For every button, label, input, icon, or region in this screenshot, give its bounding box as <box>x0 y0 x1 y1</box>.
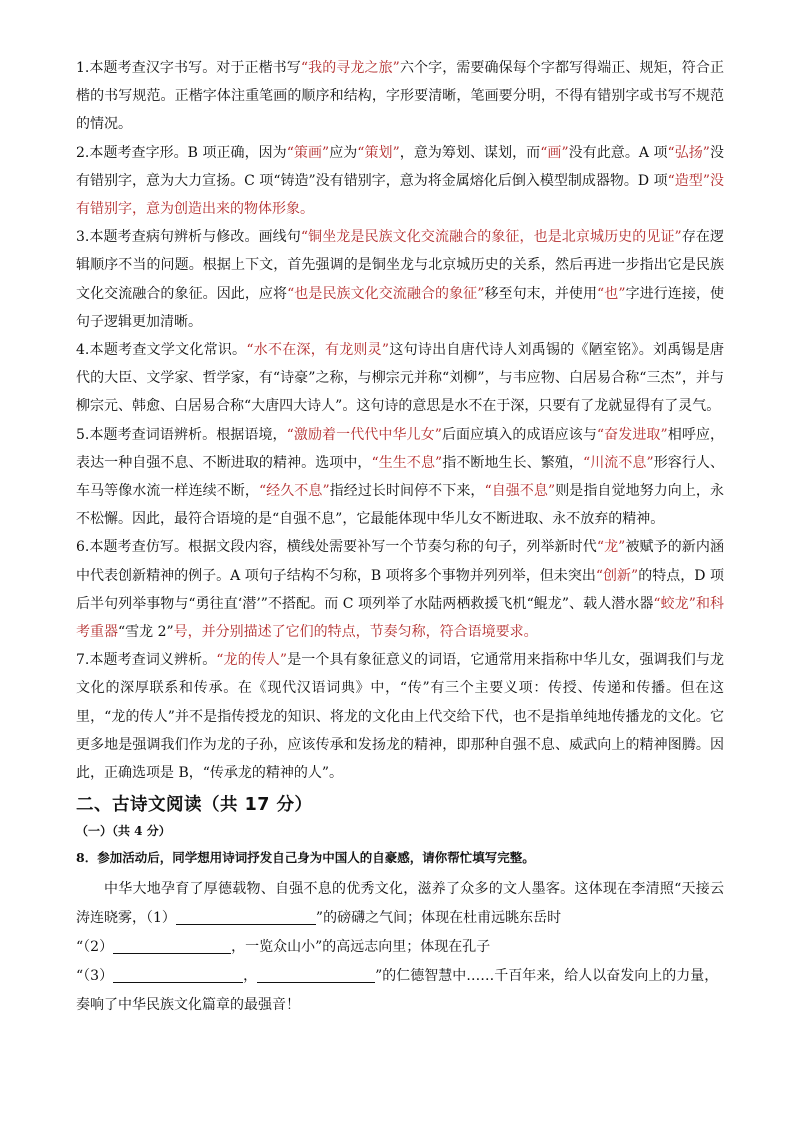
highlighted-text: “川流不息” <box>582 454 654 471</box>
answer-text: 字进行连接，使句子逻辑更加清晰。 <box>76 285 724 330</box>
question-8-text: ，一览众山小”的高远志向里；体现在孔子 <box>231 939 491 956</box>
highlighted-text: “策划” <box>357 144 400 161</box>
highlighted-text: “水不在深，有龙则灵” <box>246 342 390 359</box>
answer-text: 指经过长时间停不下来， <box>329 483 485 500</box>
answer-item-4 <box>76 336 724 421</box>
highlighted-text: “生生不息” <box>371 454 443 471</box>
answer-item-6 <box>76 533 724 646</box>
answer-item-2 <box>76 139 724 224</box>
answer-text: 3.本题考查病句辨析与修改。画线句 <box>76 229 301 246</box>
answer-text: ，意为筹划、谋划，而 <box>399 144 541 161</box>
question-8-text: “（2） <box>76 939 114 956</box>
highlighted-text: “龙” <box>596 539 626 556</box>
highlighted-text: “自强不息” <box>484 483 556 500</box>
answer-explanations <box>76 54 724 787</box>
highlighted-text: “铜坐龙是民族文化交流融合的象征，也是北京城历史的见证” <box>300 229 682 246</box>
highlighted-text: “弘扬” <box>667 144 710 161</box>
answer-item-1 <box>76 54 724 139</box>
question-8-title: 8．参加活动后，同学想用诗词抒发自己身为中国人的自豪感，请你帮忙填写完整。 <box>76 850 535 866</box>
highlighted-text: “也是民族文化交流融合的象征” <box>287 285 485 302</box>
question-8-text: “（3） <box>76 968 114 985</box>
highlighted-text: “也” <box>597 285 626 302</box>
highlighted-text: “经久不息” <box>258 483 330 500</box>
answer-text: 应为 <box>329 144 358 161</box>
answer-text: 的特点，D 项后半句列举事物与“勇往直‘潜’”不搭配。而 C 项列举了水陆两栖救援飞机“鲲龙”、载人潜水器 <box>76 567 724 612</box>
answer-text: 5.本题考查词语辨析。根据语境， <box>76 426 287 443</box>
answer-text: 相呼应，表达一种自强不息、不断进取的精神。选项中， <box>76 426 725 471</box>
answer-text: 移至句末，并使用 <box>484 285 598 302</box>
answer-text: 这句诗出自唐代诗人刘禹锡的《陋室铭》。刘禹锡是唐代的大臣、文学家、哲学家，有“诗豪”之称，与柳宗元并称“刘柳”，与韦应物、白居易合称“三杰”，并与柳宗元、韩愈、白居易合称“大唐四大诗人”。这句诗的意思是水不在于深，只要有了龙就显得有了灵气。 <box>76 342 724 415</box>
highlighted-text: “龙的传人” <box>216 652 288 669</box>
highlighted-text: “蛟龙”和科考重器 <box>76 595 724 641</box>
question-8-text: 中华大地孕育了厚德载物、自强不息的优秀文化，滋养了众多的文人墨客。这体现在李清照“天接云涛连晓雾，（1） <box>76 881 724 927</box>
subsection-heading: （一）（共 4 分） <box>76 824 171 839</box>
highlighted-text: 号，并分别描述了它们的特点，节奏匀称，符合语境要求。 <box>173 624 538 641</box>
question-8-text: ， <box>243 968 258 985</box>
answer-text: 7.本题考查词义辨析。 <box>76 652 217 669</box>
question-8-line-3 <box>76 962 724 1020</box>
question-8-text: ”的仁德智慧中……千百年来，给人以奋发向上的力量，奏响了中华民族文化篇章的最强音！ <box>76 968 719 1014</box>
highlighted-text: “画” <box>540 144 569 161</box>
answer-text: 形容行人、车马等像水流一样连续不断， <box>76 454 724 500</box>
document-page <box>76 54 724 1020</box>
question-8-line-2 <box>76 933 724 962</box>
answer-text: 是一个具有象征意义的词语，它通常用来指称中华儿女，强调我们与龙文化的深厚联系和传承。在《现代汉语词典》中，“传”有三个主要义项：传授、传递和传播。但在这里，“龙的传人”并不是指传授龙的知识、将龙的文化由上代交给下代，也不是指单纯地传播龙的文化。它更多地是强调我们作为龙的子孙，应该传承和发扬龙的精神，即那种自强不息、威武向上的精神图腾。因此，正确选项是 B，“传承龙的精神的人”。 <box>76 652 724 782</box>
answer-blank-1[interactable] <box>176 908 316 925</box>
highlighted-text: “我的寻龙之旅” <box>300 60 400 76</box>
answer-text: 没有错别字，意为大力宣扬。C 项“铸造”没有错别字，意为将金属熔化后倒入模型制成器物。D 项 <box>76 144 724 189</box>
answer-blank-3a[interactable] <box>113 966 243 983</box>
section-heading: 二、古诗文阅读（共 17 分） <box>76 795 313 816</box>
highlighted-text: “创新” <box>595 567 639 584</box>
answer-text: 没有此意。A 项 <box>568 144 668 161</box>
answer-text: 4.本题考查文学文化常识。 <box>76 342 247 359</box>
answer-text: “雪龙 2” <box>118 624 174 641</box>
answer-text: 则是指自觉地努力向上，永不松懈。因此，最符合语境的是“自强不息”，它最能体现中华儿女不断进取、永不放弃的精神。 <box>76 483 724 528</box>
answer-text: 6.本题考查仿写。根据文段内容，横线处需要补写一个节奏匀称的句子，列举新时代 <box>76 539 597 556</box>
highlighted-text: “激励着一代代中华儿女” <box>286 426 442 443</box>
question-8-text: ”的磅礴之气间；体现在杜甫远眺东岳时 <box>315 910 562 927</box>
answer-blank-3b[interactable] <box>257 966 375 983</box>
answer-text: 2.本题考查字形。B 项正确，因为 <box>76 144 287 161</box>
highlighted-text: “造型”没有错别字，意为创造出来的物体形象。 <box>76 172 724 218</box>
answer-blank-2[interactable] <box>113 937 231 954</box>
highlighted-text: “策画” <box>286 144 330 161</box>
answer-text: 存在逻辑顺序不当的问题。根据上下文，首先强调的是铜坐龙与北京城历史的关系，然后再进一步指出它是民族文化交流融合的象征。因此，应将 <box>76 229 724 302</box>
question-8-body <box>76 875 724 933</box>
answer-text: 指不断地生长、繁殖， <box>442 454 583 471</box>
answer-item-5 <box>76 421 724 534</box>
highlighted-text: “奋发进取” <box>596 426 668 443</box>
answer-text: 被赋予的新内涵中代表创新精神的例子。A 项句子结构不匀称，B 项将多个事物并列列举，但未突出 <box>76 539 724 584</box>
answer-text: 六个字，需要确保每个字都写得端正、规矩，符合正楷的书写规范。正楷字体注重笔画的顺序和结构，字形要清晰，笔画要分明，不得有错别字或书写不规范的情况。 <box>76 60 724 133</box>
answer-text: 后面应填入的成语应该与 <box>441 426 597 443</box>
answer-item-3 <box>76 223 724 336</box>
answer-item-7 <box>76 646 724 787</box>
answer-text: 1.本题考查汉字书写。对于正楷书写 <box>76 60 301 76</box>
